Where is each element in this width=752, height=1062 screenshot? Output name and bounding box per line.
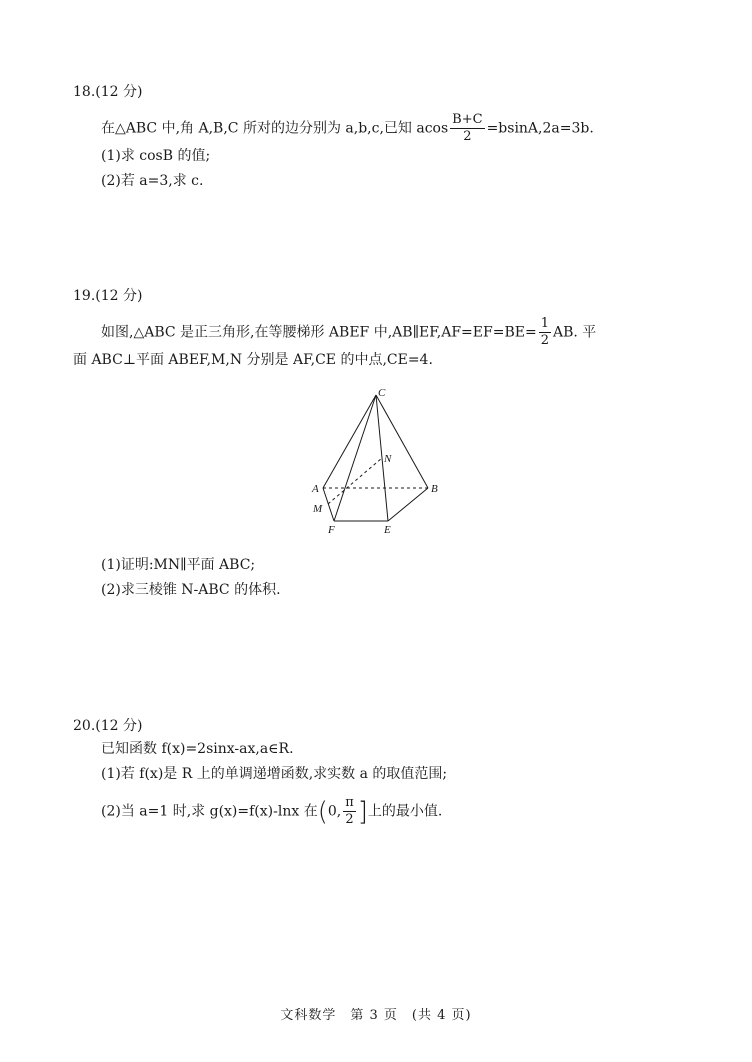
q20-stem: 已知函数 f(x)=2sinx-ax,a∈R. bbox=[101, 741, 294, 757]
q19-line1-post: AB. 平 bbox=[552, 324, 597, 341]
label-M: M bbox=[313, 503, 323, 515]
page-footer: 文科数学 第 3 页 (共 4 页) bbox=[280, 1008, 472, 1023]
q18-part1: (1)求 cosB 的值; bbox=[101, 148, 211, 164]
edge-AF bbox=[323, 488, 334, 521]
q19-line1 bbox=[101, 316, 596, 349]
q18-header: 18.(12 分) bbox=[73, 84, 143, 100]
q20-part2 bbox=[101, 795, 442, 828]
q18-frac-bot: 2 bbox=[463, 129, 472, 144]
q19-part1: (1)证明:MN∥平面 ABC; bbox=[101, 557, 256, 573]
q18-fraction bbox=[450, 112, 484, 145]
interval-zero: 0, bbox=[327, 803, 342, 820]
q18-stem bbox=[101, 112, 594, 145]
q19-part2: (2)求三棱锥 N-ABC 的体积. bbox=[101, 582, 281, 598]
q19-line1-pre: 如图,△ABC 是正三角形,在等腰梯形 ABEF 中,AB∥EF,AF=EF=BE= bbox=[101, 324, 537, 341]
q19-frac-top: 1 bbox=[540, 316, 549, 331]
label-B: B bbox=[431, 483, 438, 495]
q18-stem-pre: 在△ABC 中,角 A,B,C 所对的边分别为 a,b,c,已知 acos bbox=[101, 120, 449, 137]
q19-frac-bot: 2 bbox=[540, 333, 549, 348]
q19-line2: 面 ABC⊥平面 ABEF,M,N 分别是 AF,CE 的中点,CE=4. bbox=[73, 352, 433, 368]
interval-right-bracket: ] bbox=[357, 796, 368, 827]
q20-header: 20.(12 分) bbox=[73, 718, 143, 734]
label-N: N bbox=[384, 453, 392, 465]
label-A: A bbox=[312, 483, 319, 495]
label-C: C bbox=[378, 387, 386, 399]
edge-EB bbox=[388, 488, 428, 521]
q20-fraction bbox=[343, 795, 356, 828]
label-F: F bbox=[328, 524, 335, 536]
pyramid-figure bbox=[300, 382, 460, 542]
q20-part1: (1)若 f(x)是 R 上的单调递增函数,求实数 a 的取值范围; bbox=[101, 766, 448, 782]
q20-frac-top: π bbox=[345, 795, 354, 810]
q18-part2: (2)若 a=3,求 c. bbox=[101, 173, 204, 189]
q19-header: 19.(12 分) bbox=[73, 288, 143, 304]
interval-left-bracket: ( bbox=[317, 796, 328, 827]
q20-part2-post: 上的最小值. bbox=[367, 803, 443, 820]
q20-part2-pre: (2)当 a=1 时,求 g(x)=f(x)-lnx 在 bbox=[101, 803, 318, 820]
q18-stem-post: =bsinA,2a=3b. bbox=[486, 120, 594, 137]
q19-fraction bbox=[539, 316, 551, 349]
label-E: E bbox=[384, 524, 391, 536]
q18-frac-top: B+C bbox=[452, 112, 483, 127]
q20-frac-bot: 2 bbox=[345, 812, 354, 827]
